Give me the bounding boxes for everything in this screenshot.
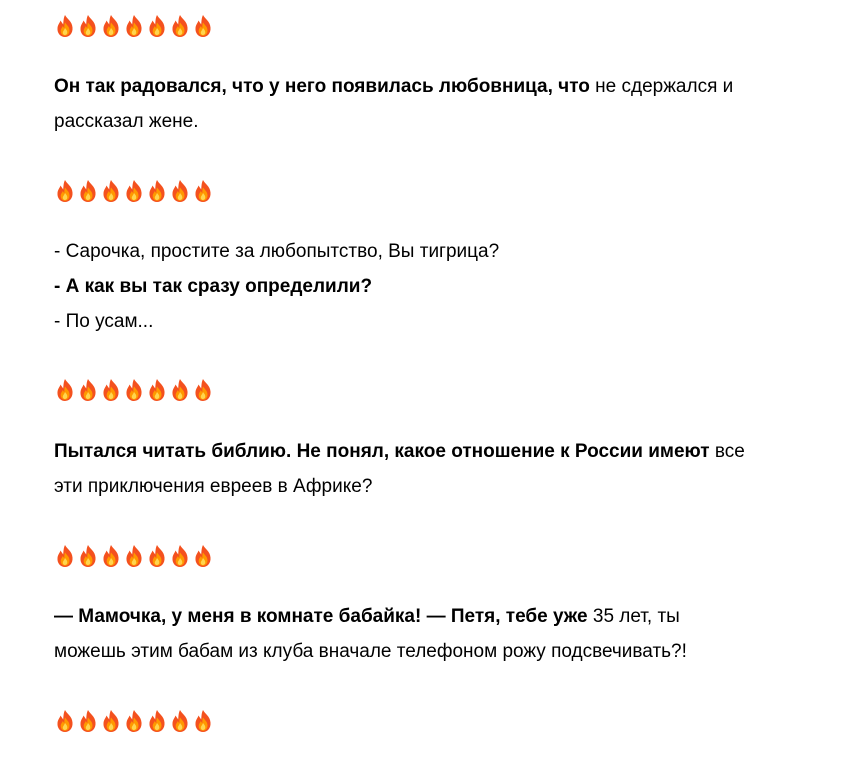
fire-separator-4 [54,542,215,570]
fire-icon [123,179,145,203]
fire-separator-5 [54,707,215,735]
fire-icon [100,378,122,402]
fire-separator-1 [54,12,215,40]
fire-icon [169,378,191,402]
fire-icon [54,378,76,402]
fire-icon [146,179,168,203]
fire-icon [169,544,191,568]
joke-line: - По усам... [54,311,154,332]
fire-separator-3 [54,376,215,404]
fire-icon [146,14,168,38]
fire-icon [100,544,122,568]
fire-icon [146,544,168,568]
fire-icon [169,179,191,203]
joke-2 [54,234,814,339]
fire-icon [123,544,145,568]
fire-icon [77,378,99,402]
fire-icon [54,544,76,568]
joke-line: Пытался читать библию. Не понял, какое отношение к России имеют все [54,441,745,462]
fire-icon [192,179,214,203]
fire-icon [123,14,145,38]
joke-line: эти приключения евреев в Африке? [54,476,373,497]
fire-icon [192,14,214,38]
joke-4 [54,599,814,669]
fire-icon [192,709,214,733]
fire-icon [54,14,76,38]
joke-line: можешь этим бабам из клуба вначале телефоном рожу подсвечивать?! [54,641,687,662]
fire-icon [77,179,99,203]
fire-icon [77,14,99,38]
fire-icon [146,378,168,402]
fire-icon [54,709,76,733]
fire-icon [54,179,76,203]
fire-icon [146,709,168,733]
fire-icon [100,709,122,733]
joke-line: - Сарочка, простите за любопытство, Вы тигрица? [54,241,500,262]
fire-icon [77,544,99,568]
fire-icon [192,544,214,568]
joke-line: Он так радовался, что у него появилась любовница, что не сдержался и [54,76,734,97]
fire-icon [123,709,145,733]
fire-icon [169,14,191,38]
joke-line: — Мамочка, у меня в комнате бабайка! — Петя, тебе уже 35 лет, ты [54,606,680,627]
joke-line: - А как вы так сразу определили? [54,276,373,297]
joke-1 [54,69,814,139]
fire-icon [192,378,214,402]
joke-3 [54,434,814,504]
fire-icon [100,14,122,38]
joke-line: рассказал жене. [54,111,199,132]
fire-separator-2 [54,177,215,205]
fire-icon [123,378,145,402]
fire-icon [77,709,99,733]
fire-icon [100,179,122,203]
fire-icon [169,709,191,733]
